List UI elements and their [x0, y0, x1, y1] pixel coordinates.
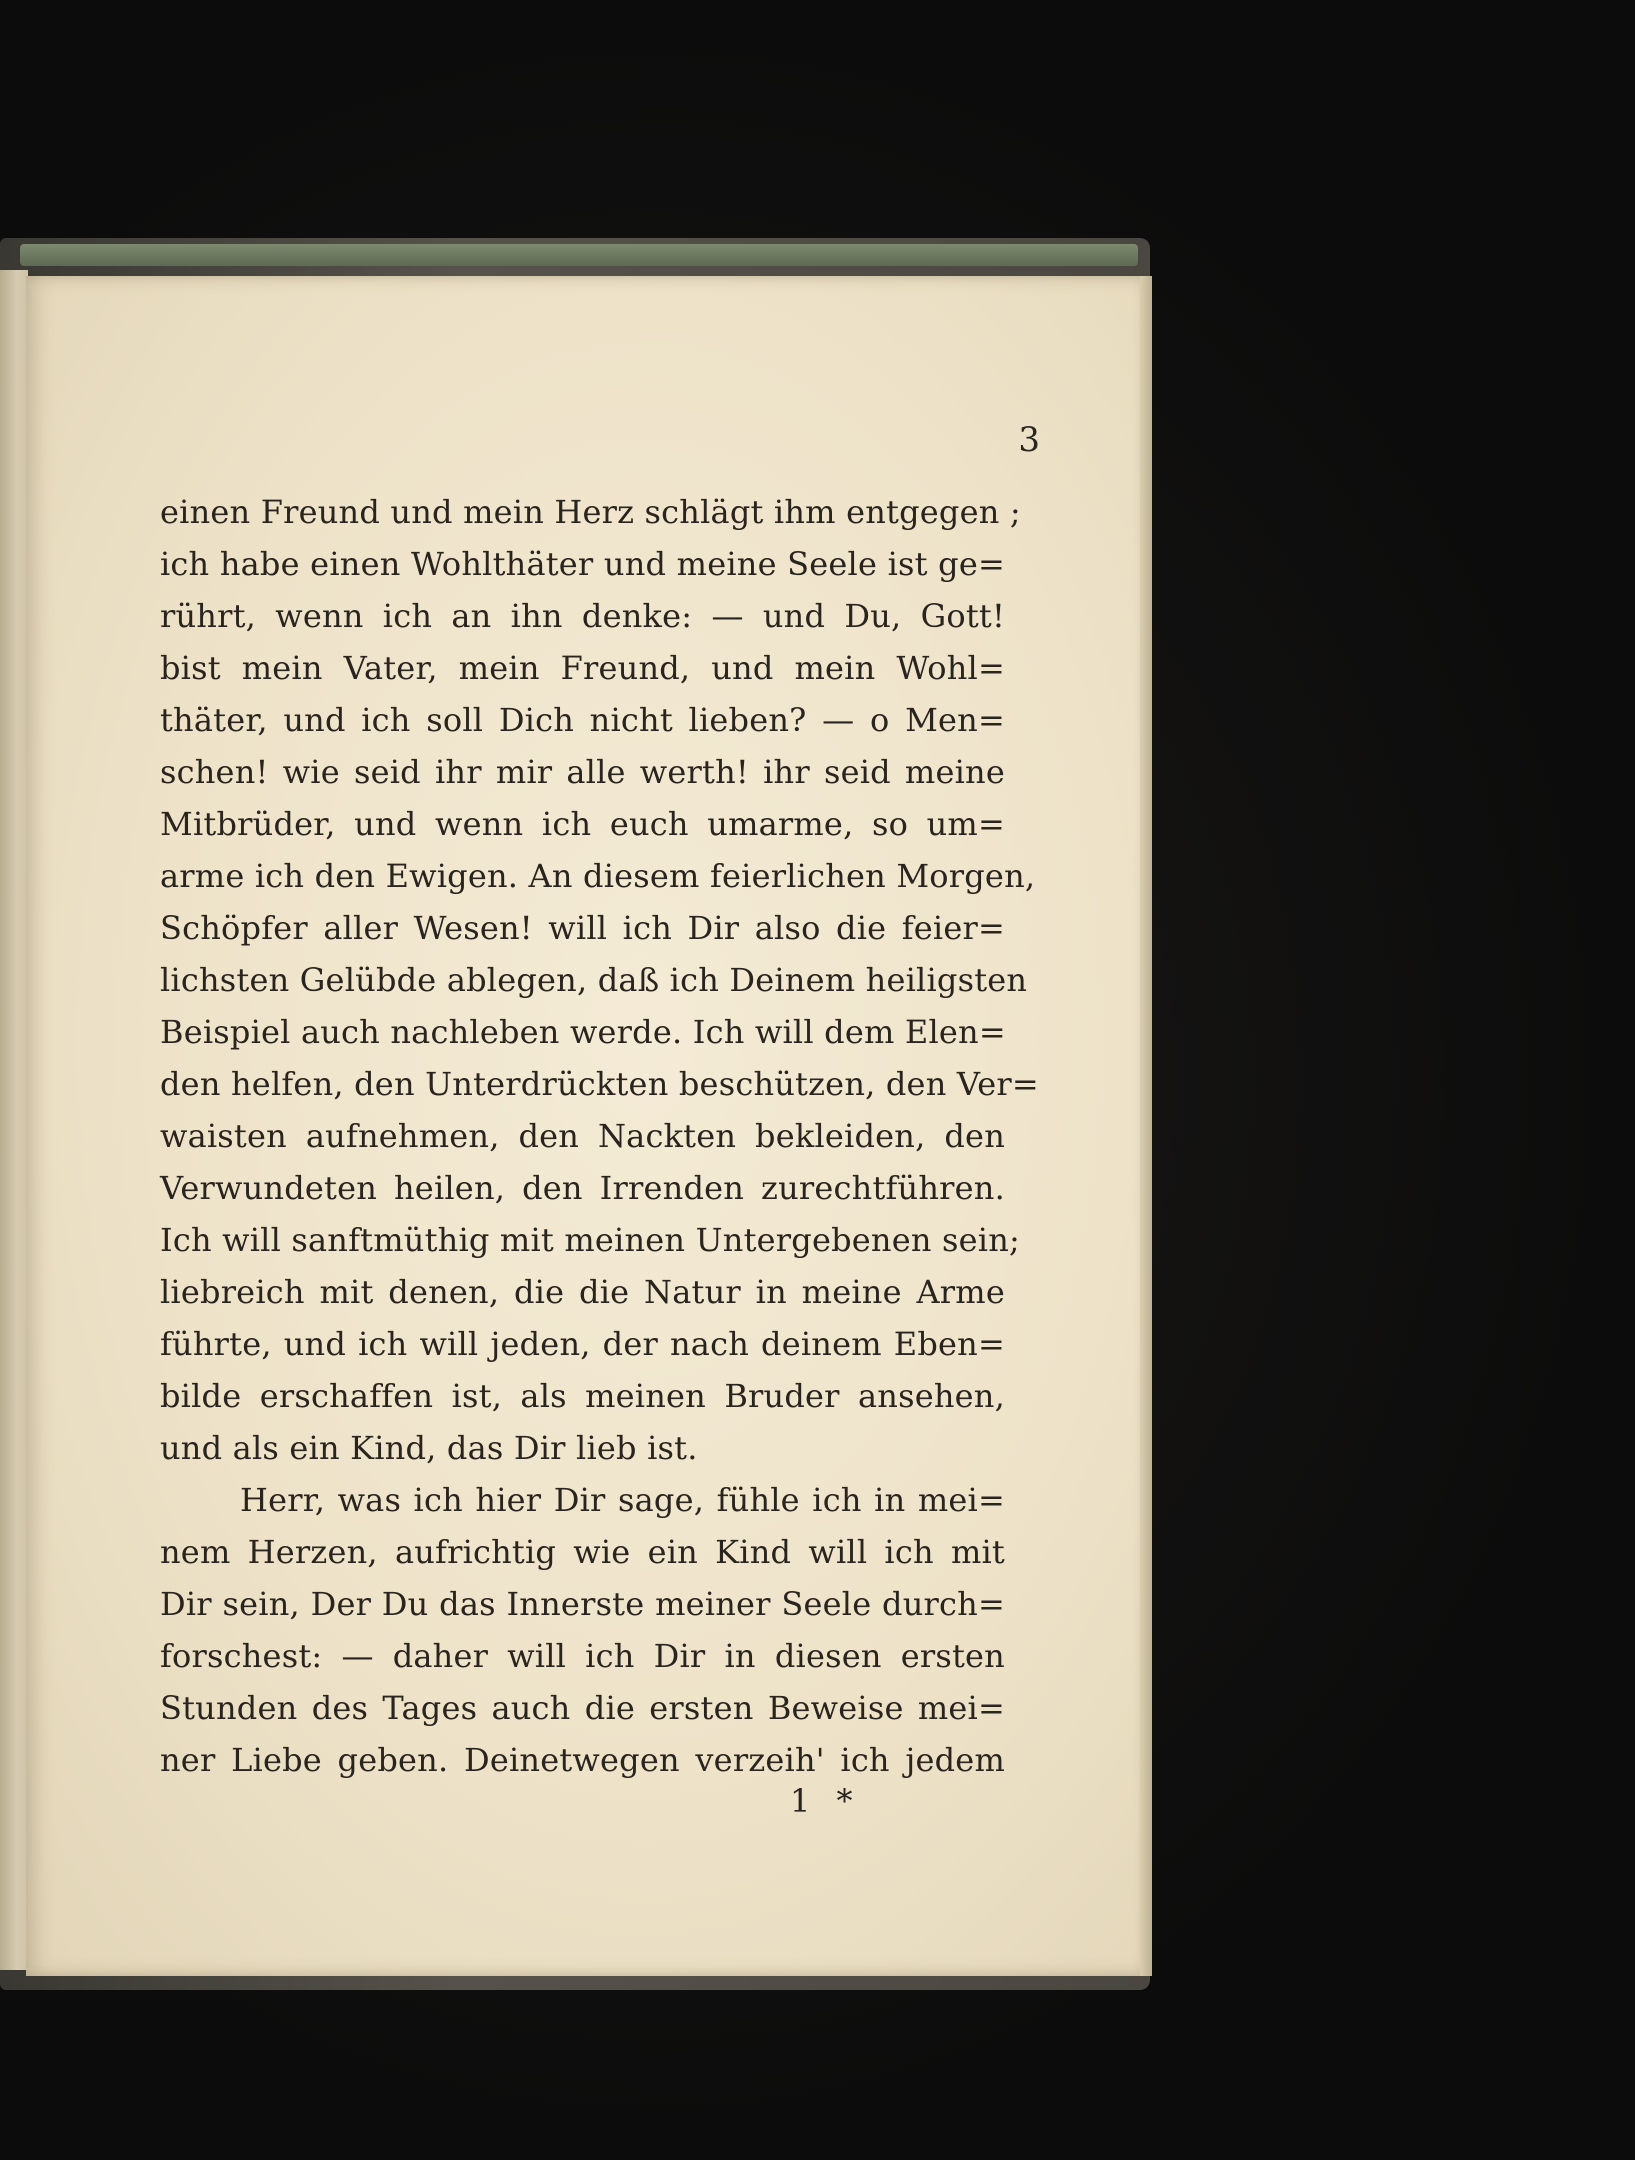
text-line: Stunden des Tages auch die ersten Beweise mei= — [160, 1689, 1005, 1727]
text-line: einen Freund und mein Herz schlägt ihm entgegen ; — [160, 493, 1021, 531]
book-cover-top-edge — [20, 244, 1138, 266]
text-line: den helfen, den Unterdrückten beschützen, den Ver= — [160, 1065, 1039, 1103]
previous-page-edge — [0, 270, 28, 1970]
signature-mark: 1 * — [790, 1782, 861, 1820]
text-line: Mitbrüder, und wenn ich euch umarme, so um= — [160, 805, 1005, 843]
text-line: forschest: — daher will ich Dir in diesen ersten — [160, 1637, 1005, 1675]
text-line: bist mein Vater, mein Freund, und mein Wohl= — [160, 649, 1005, 687]
text-line: lichsten Gelübde ablegen, daß ich Deinem heiligsten — [160, 961, 1028, 999]
text-line: Beispiel auch nachleben werde. Ich will dem Elen= — [160, 1013, 1006, 1051]
text-line: Verwundeten heilen, den Irrenden zurechtführen. — [160, 1169, 1005, 1207]
text-line: führte, und ich will jeden, der nach deinem Eben= — [160, 1325, 1005, 1363]
text-line: waisten aufnehmen, den Nackten bekleiden, den — [160, 1117, 1005, 1155]
text-line: bilde erschaffen ist, als meinen Bruder ansehen, — [160, 1377, 1005, 1415]
text-line: Herr, was ich hier Dir sage, fühle ich in mei= — [240, 1481, 1005, 1519]
text-line: rührt, wenn ich an ihn denke: — und Du, Gott! — [160, 597, 1005, 635]
text-line: schen! wie seid ihr mir alle werth! ihr seid meine — [160, 753, 1005, 791]
text-line: ich habe einen Wohlthäter und meine Seele ist ge= — [160, 545, 1005, 583]
text-line: Dir sein, Der Du das Innerste meiner Seele durch= — [160, 1585, 1005, 1623]
text-line: Schöpfer aller Wesen! will ich Dir also die feier= — [160, 909, 1005, 947]
page-text — [160, 486, 1039, 1786]
page-stack-edge — [1140, 276, 1152, 1976]
text-line: Ich will sanftmüthig mit meinen Untergebenen sein; — [160, 1221, 1021, 1259]
text-line: ner Liebe geben. Deinetwegen verzeih' ich jedem — [160, 1741, 1005, 1779]
text-line: liebreich mit denen, die die Natur in meine Arme — [160, 1273, 1005, 1311]
text-line: nem Herzen, aufrichtig wie ein Kind will ich mit — [160, 1533, 1005, 1571]
text-line: und als ein Kind, das Dir lieb ist. — [160, 1429, 698, 1467]
text-line: thäter, und ich soll Dich nicht lieben? — o Men= — [160, 701, 1005, 739]
page-number: 3 — [1018, 420, 1040, 460]
text-line: arme ich den Ewigen. An diesem feierlichen Morgen, — [160, 857, 1036, 895]
